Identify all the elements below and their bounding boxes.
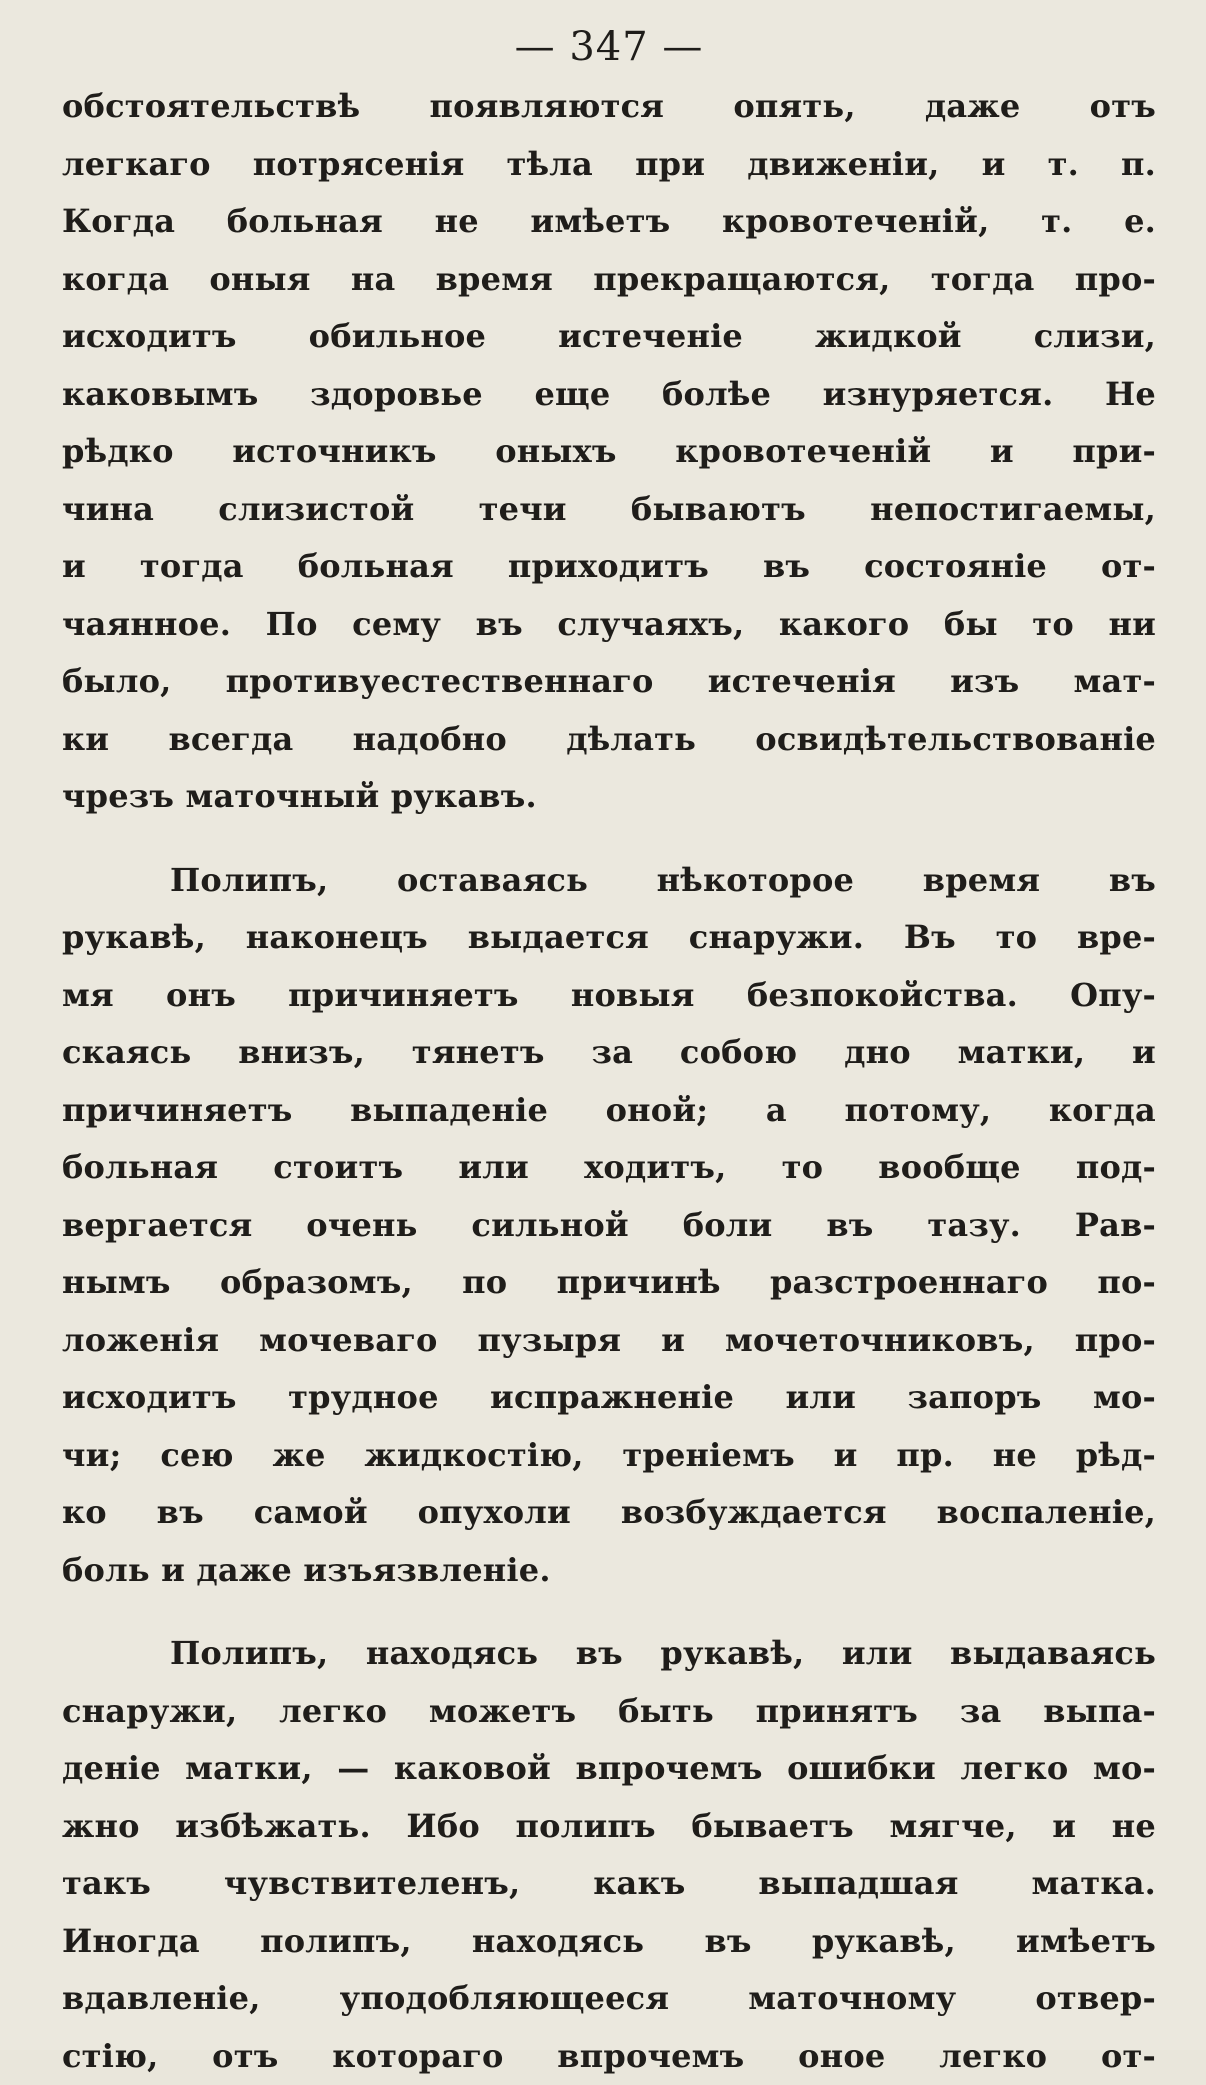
text-line: нымъ образомъ, по причинѣ разстроеннаго по- [62, 1254, 1156, 1312]
text-line: снаружи, легко можетъ быть принятъ за выпа- [62, 1683, 1156, 1741]
text-line: чаянное. По сему въ случаяхъ, какого бы то ни [62, 596, 1156, 654]
text-line: деніе матки, — каковой впрочемъ ошибки легко мо- [62, 1740, 1156, 1798]
text-line: чи; сею же жидкостію, треніемъ и пр. не рѣд- [62, 1427, 1156, 1485]
page-number: — 347 — [62, 20, 1156, 74]
text-line: обстоятельствѣ появляются опять, даже отъ [62, 78, 1156, 136]
text-line: жно избѣжать. Ибо полипъ бываетъ мягче, и не [62, 1798, 1156, 1856]
text-line: вдавленіе, уподобляющееся маточному отвер- [62, 1970, 1156, 2028]
text-line: ки всегда надобно дѣлать освидѣтельствованіе [62, 711, 1156, 769]
text-line: рѣдко источникъ оныхъ кровотеченій и при- [62, 423, 1156, 481]
text-line: было, противуестественнаго истеченія изъ мат- [62, 653, 1156, 711]
text-line: когда оныя на время прекращаются, тогда про- [62, 251, 1156, 309]
text-line: стію, отъ котораго впрочемъ оное легко от- [62, 2028, 1156, 2085]
text-line: легкаго потрясенія тѣла при движеніи, и т. п. [62, 136, 1156, 194]
paragraph-1 [62, 78, 1156, 826]
text-line: и тогда больная приходитъ въ состояніе от- [62, 538, 1156, 596]
text-line: Иногда полипъ, находясь въ рукавѣ, имѣетъ [62, 1913, 1156, 1971]
text-line: исходитъ обильное истеченіе жидкой слизи, [62, 308, 1156, 366]
text-line: ко въ самой опухоли возбуждается воспаленіе, [62, 1484, 1156, 1542]
paragraph-3 [62, 1625, 1156, 2085]
text-line: скаясь внизъ, тянетъ за собою дно матки, и [62, 1024, 1156, 1082]
text-line: ложенія мочеваго пузыря и мочеточниковъ, про- [62, 1312, 1156, 1370]
text-line: исходитъ трудное испражненіе или запоръ мо- [62, 1369, 1156, 1427]
text-line: причиняетъ выпаденіе оной; а потому, когда [62, 1082, 1156, 1140]
text-line: боль и даже изъязвленіе. [62, 1542, 1156, 1600]
text-line: каковымъ здоровье еще болѣе изнуряется. Не [62, 366, 1156, 424]
paragraph-2 [62, 852, 1156, 1600]
text-line: Когда больная не имѣетъ кровотеченій, т. е. [62, 193, 1156, 251]
text-line: рукавѣ, наконецъ выдается снаружи. Въ то вре- [62, 909, 1156, 967]
text-line: Полипъ, оставаясь нѣкоторое время въ [62, 852, 1156, 910]
text-line: такъ чувствителенъ, какъ выпадшая матка. [62, 1855, 1156, 1913]
text-line: чина слизистой течи бываютъ непостигаемы, [62, 481, 1156, 539]
text-line: мя онъ причиняетъ новыя безпокойства. Опу- [62, 967, 1156, 1025]
text-line: больная стоитъ или ходитъ, то вообще под- [62, 1139, 1156, 1197]
text-line: вергается очень сильной боли въ тазу. Рав- [62, 1197, 1156, 1255]
text-line: Полипъ, находясь въ рукавѣ, или выдаваясь [62, 1625, 1156, 1683]
text-line: чрезъ маточный рукавъ. [62, 768, 1156, 826]
